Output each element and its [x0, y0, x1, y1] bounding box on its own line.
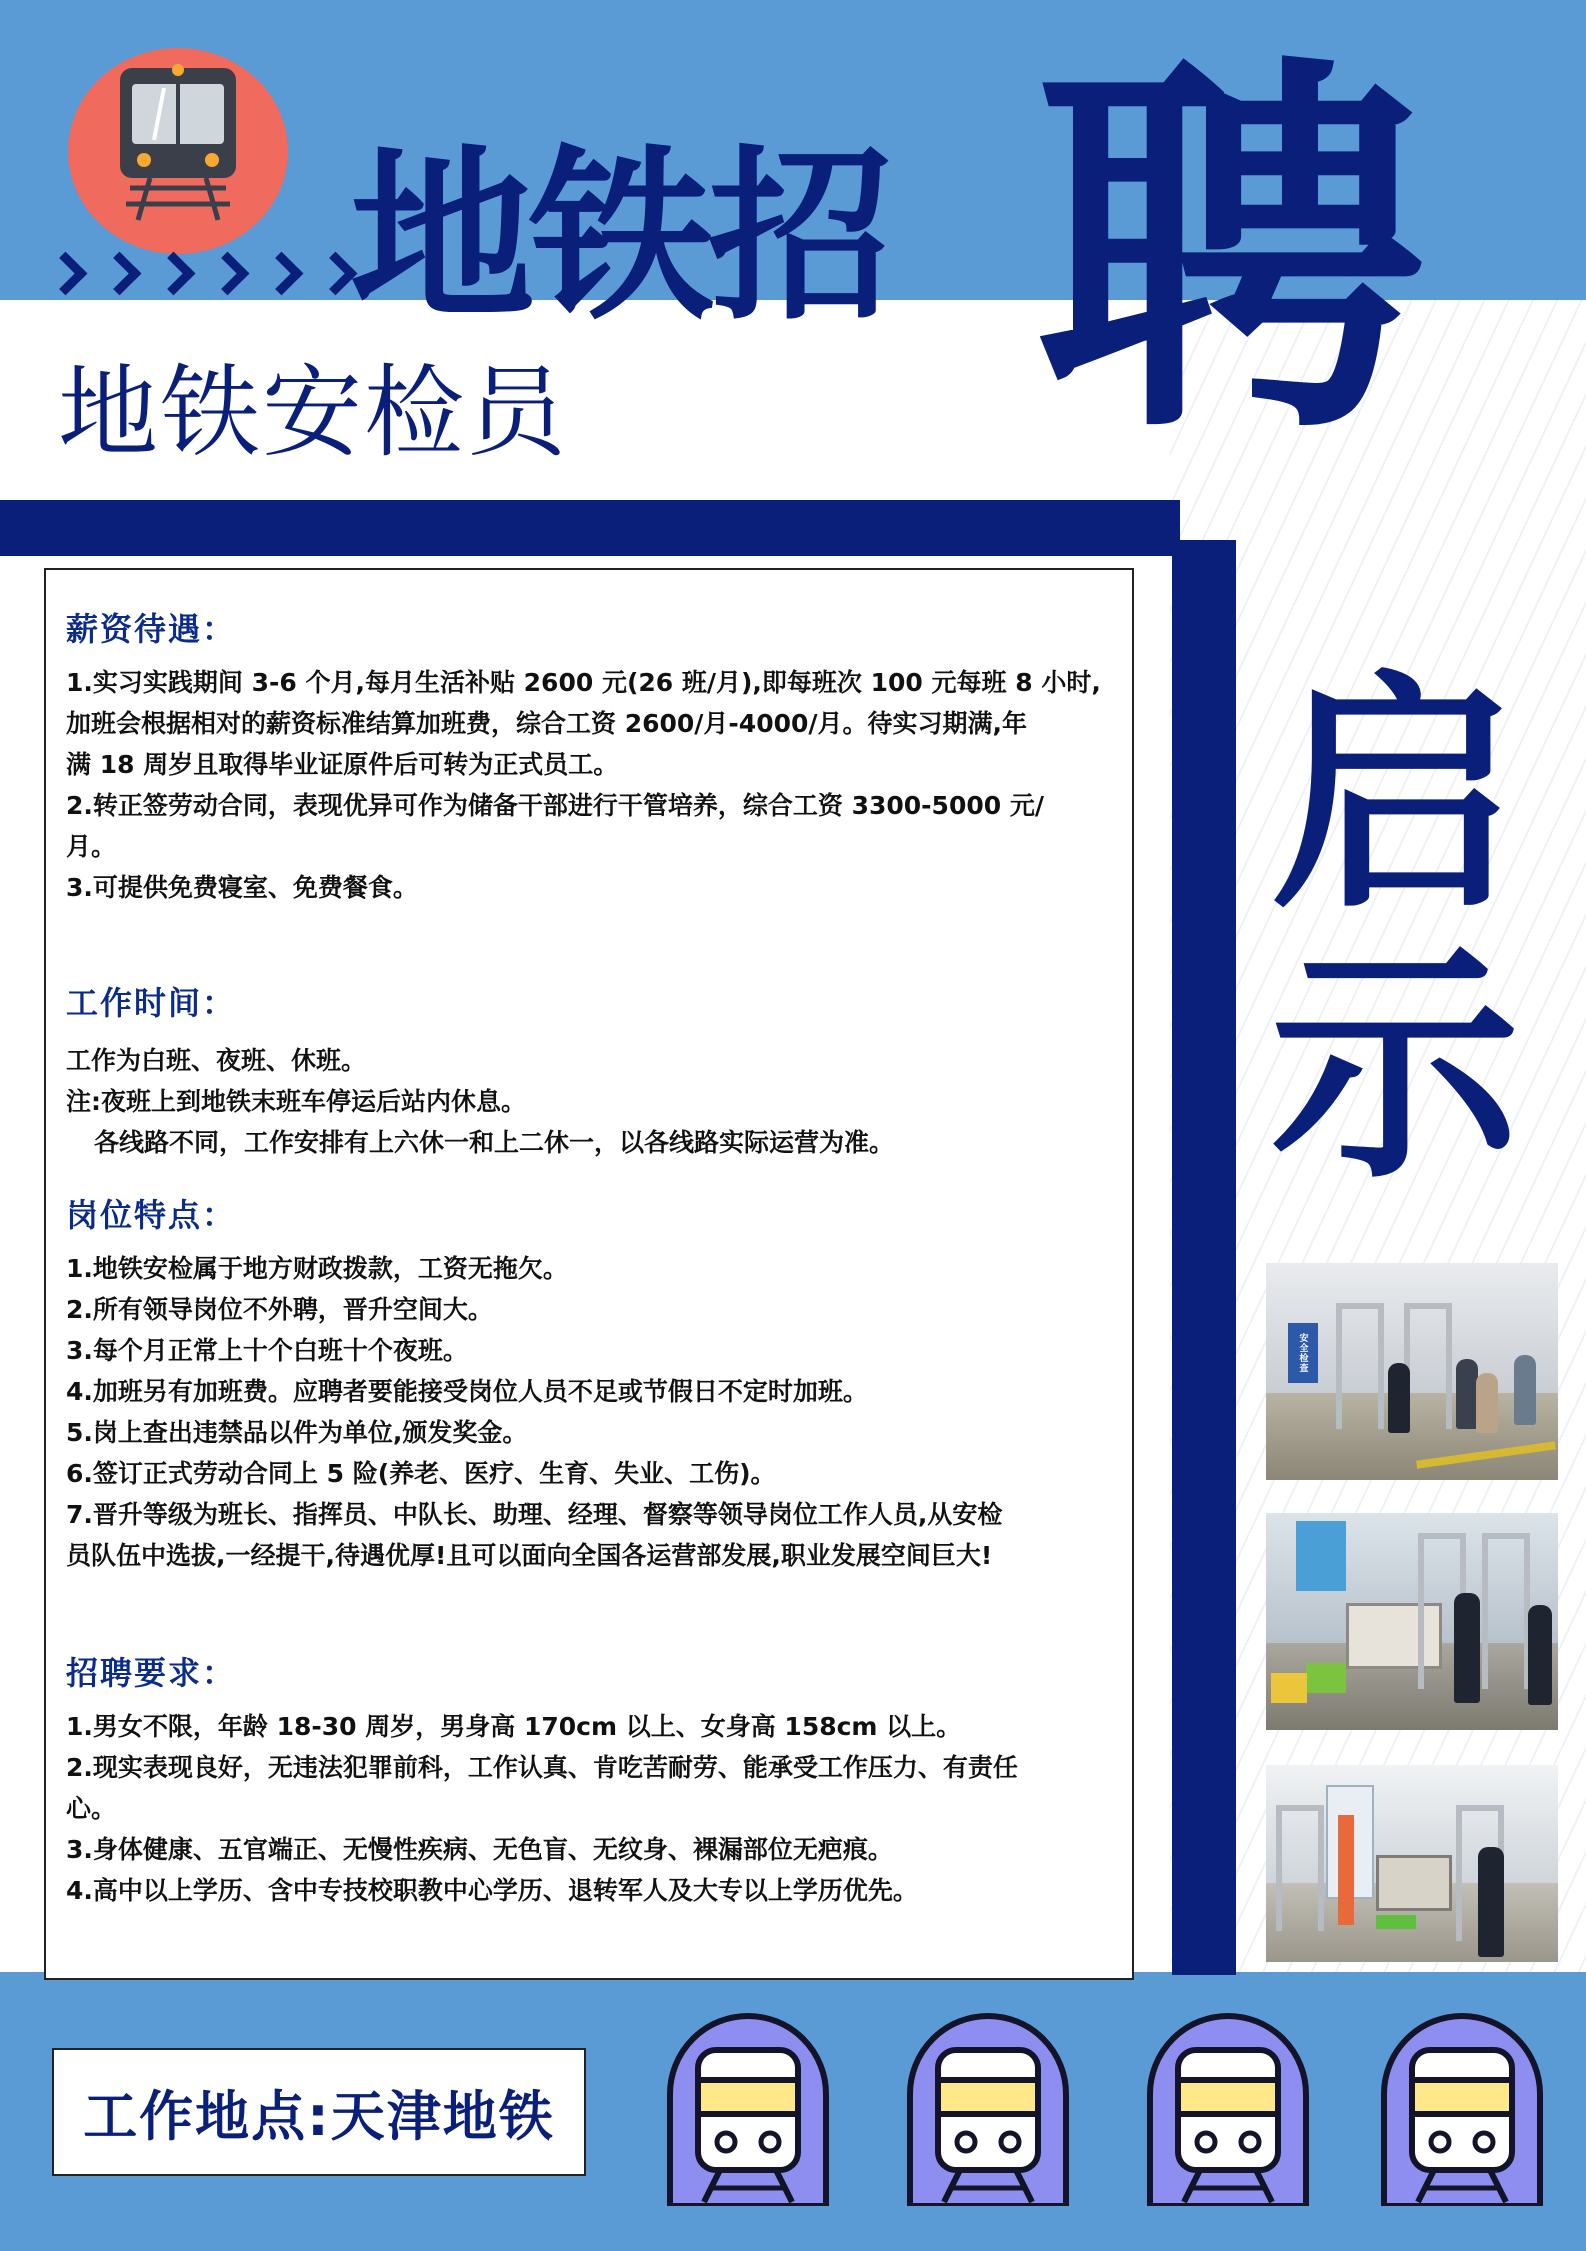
salary-body: [66, 662, 1116, 908]
features-line: 7.晋升等级为班长、指挥员、中队长、助理、经理、督察等领导岗位工作人员,从安检: [66, 1500, 1003, 1529]
requirements-line: 2.现实表现良好，无违法犯罪前科，工作认真、肯吃苦耐劳、能承受工作压力、有责任: [66, 1753, 1018, 1782]
requirements-line: 4.高中以上学历、含中专技校职教中心学历、退转军人及大专以上学历优先。: [66, 1876, 918, 1905]
subway-train-icon: [1144, 2010, 1312, 2206]
features-line: 1.地铁安检属于地方财政拨款，工资无拖欠。: [66, 1254, 568, 1283]
work-time-line: 各线路不同，工作安排有上六休一和上二休一，以各线路实际运营为准。: [94, 1128, 895, 1157]
subway-train-icon: [904, 2010, 1072, 2206]
work-time-heading: 工作时间：: [66, 984, 237, 1022]
salary-line: 月。: [66, 832, 117, 861]
navy-vertical-bar: [1172, 540, 1236, 1975]
requirements-line: 心。: [66, 1794, 117, 1823]
salary-line: 1.实习实践期间 3-6 个月,每月生活补贴 2600 元(26 班/月),即每班次 100 元每班 8 小时,: [66, 668, 1101, 697]
features-heading: 岗位特点：: [66, 1196, 237, 1234]
salary-line: 满 18 周岁且取得毕业证原件后可转为正式员工。: [66, 750, 619, 779]
features-line: 员队伍中选拔,一经提干,待遇优厚!且可以面向全国各运营部发展,职业发展空间巨大!: [66, 1541, 993, 1570]
work-location-text: 工作地点:天津地铁: [83, 2084, 555, 2148]
salary-line: 2.转正签劳动合同，表现优异可作为储备干部进行干管培养，综合工资 3300-5000 元/: [66, 791, 1044, 820]
photo-security-check-2: [1266, 1513, 1558, 1730]
features-line: 3.每个月正常上十个白班十个夜班。: [66, 1336, 468, 1365]
requirements-line: 1.男女不限，年龄 18-30 周岁，男身高 170cm 以上、女身高 158cm 以上。: [66, 1712, 962, 1741]
security-check-sign: 安全检查: [1288, 1323, 1318, 1383]
position-title: 地铁安检员: [58, 354, 568, 471]
photo-security-check-3: [1266, 1765, 1558, 1962]
requirements-heading: 招聘要求：: [66, 1654, 237, 1692]
features-body: [66, 1248, 1116, 1576]
subway-train-icon: [68, 48, 288, 254]
headline-big-char: 聘: [1035, 26, 1425, 480]
notice-char-1: 启: [1270, 651, 1520, 942]
requirements-body: [66, 1706, 1116, 1911]
logo: [68, 48, 288, 254]
subway-train-icon: [664, 2010, 832, 2206]
features-line: 2.所有领导岗位不外聘，晋升空间大。: [66, 1295, 493, 1324]
content-card: [44, 568, 1134, 1980]
salary-heading: 薪资待遇：: [66, 610, 237, 648]
photo-security-check-1: [1266, 1263, 1558, 1480]
headline: [350, 100, 887, 345]
work-time-line: 注:夜班上到地铁末班车停运后站内休息。: [66, 1087, 526, 1116]
requirements-line: 3.身体健康、五官端正、无慢性疾病、无色盲、无纹身、裸漏部位无疤痕。: [66, 1835, 893, 1864]
work-time-line: 工作为白班、夜班、休班。: [66, 1046, 367, 1075]
navy-horizontal-bar: [0, 500, 1180, 556]
features-line: 6.签订正式劳动合同上 5 险(养老、医疗、生育、失业、工伤)。: [66, 1459, 776, 1488]
salary-line: 加班会根据相对的薪资标准结算加班费，综合工资 2600/月-4000/月。待实习期满,年: [66, 709, 1028, 738]
subway-train-icon: [1378, 2010, 1546, 2206]
features-line: 4.加班另有加班费。应聘者要能接受岗位人员不足或节假日不定时加班。: [66, 1377, 868, 1406]
work-location-box: [52, 2048, 586, 2176]
features-line: 5.岗上查出违禁品以件为单位,颁发奖金。: [66, 1418, 528, 1447]
notice-char-2: 示: [1270, 921, 1520, 1212]
work-time-body: [66, 1040, 1116, 1163]
headline-title: 地铁招: [350, 129, 887, 345]
salary-line: 3.可提供免费寝室、免费餐食。: [66, 873, 418, 902]
